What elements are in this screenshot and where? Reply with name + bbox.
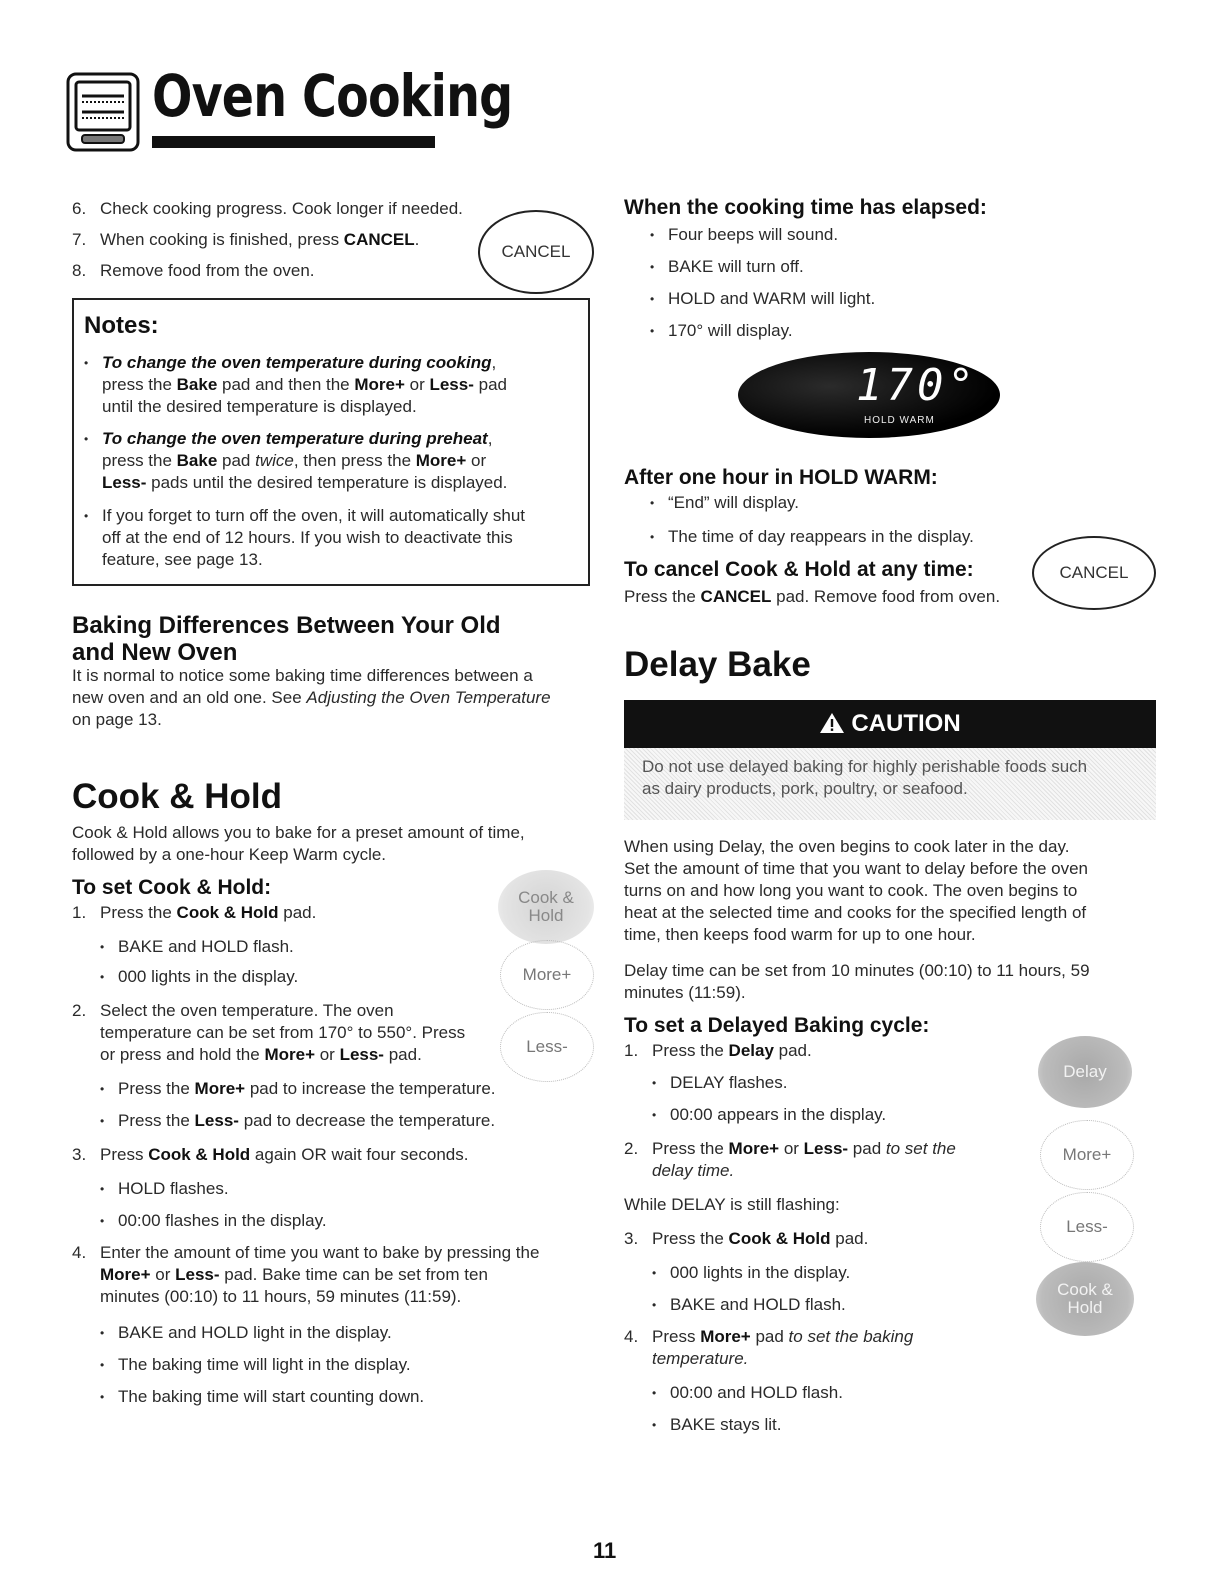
oven-icon xyxy=(66,72,140,152)
delay-bullet: • DELAY flashes. xyxy=(670,1072,788,1094)
delay-pad[interactable]: Delay xyxy=(1038,1036,1132,1108)
caution-text: Do not use delayed baking for highly perishable foods such as dairy products, pork, poultry, or seafood. xyxy=(642,757,1088,798)
title-underline xyxy=(152,136,435,148)
notes-title: Notes: xyxy=(84,312,159,339)
cook-hold-bullet: • BAKE and HOLD flash. xyxy=(118,936,294,958)
delayed-cycle-heading: To set a Delayed Baking cycle: xyxy=(624,1014,930,1037)
page-number: 11 xyxy=(593,1538,617,1563)
cook-hold-bullet: • Press the Less- pad to decrease the temperature. xyxy=(118,1110,495,1132)
cancel-any-heading: To cancel Cook & Hold at any time: xyxy=(624,558,974,581)
cook-hold-heading: Cook & Hold xyxy=(72,777,282,816)
note-item: • If you forget to turn off the oven, it will automatically shut off at the end of 12 hours. If you wish to deactivate this feature, see page 13. xyxy=(102,505,582,571)
elapsed-bullet: • HOLD and WARM will light. xyxy=(668,288,875,310)
note-item: • To change the oven temperature during cooking, press the Bake pad and then the More+ or Less- pad until the desired temperature is displayed. xyxy=(102,352,582,418)
elapsed-bullet: • Four beeps will sound. xyxy=(668,224,838,246)
after-hour-bullet: • “End” will display. xyxy=(668,492,799,514)
caution-banner xyxy=(624,700,1156,748)
more-pad[interactable]: More+ xyxy=(1040,1120,1134,1190)
cook-hold-bullet: • The baking time will light in the display. xyxy=(118,1354,411,1376)
baking-differences-text: It is normal to notice some baking time differences between a new oven and an old one. See Adjusting the Oven Temperature on page 13. xyxy=(72,666,551,729)
less-pad[interactable]: Less- xyxy=(500,1012,594,1082)
cook-hold-pad[interactable]: Cook & Hold xyxy=(1036,1262,1134,1336)
delay-bullet: • 00:00 and HOLD flash. xyxy=(670,1382,843,1404)
baking-differences-heading: Baking Differences Between Your Old and New Oven xyxy=(72,612,501,666)
after-hour-bullet: • The time of day reappears in the display. xyxy=(668,526,974,548)
display-digits: 170° xyxy=(856,360,978,411)
delay-intro: When using Delay, the oven begins to cook later in the day. Set the amount of time that you want to delay before the oven turns on and how long you want to cook. The oven begins to heat at the selected time and cooks for the specified length of time, then keeps food warm for up to one hour. xyxy=(624,837,1089,944)
delay-bullet: • 00:00 appears in the display. xyxy=(670,1104,886,1126)
cancel-pad[interactable]: CANCEL xyxy=(1032,536,1156,610)
elapsed-heading: When the cooking time has elapsed: xyxy=(624,196,987,219)
caution-label: CAUTION xyxy=(624,710,1156,738)
after-hour-heading: After one hour in HOLD WARM: xyxy=(624,466,938,489)
cook-hold-bullet: • 00:00 flashes in the display. xyxy=(118,1210,327,1232)
cook-hold-bullet: • The baking time will start counting down. xyxy=(118,1386,424,1408)
cook-hold-bullet: • HOLD flashes. xyxy=(118,1178,229,1200)
cancel-any-text: Press the CANCEL pad. Remove food from oven. xyxy=(624,587,1001,606)
notes-box xyxy=(72,298,590,586)
set-cook-hold-heading: To set Cook & Hold: xyxy=(72,876,272,899)
delay-bake-heading: Delay Bake xyxy=(624,645,811,684)
page-title: Oven Cooking xyxy=(152,62,513,130)
cook-hold-pad[interactable]: Cook & Hold xyxy=(498,870,594,944)
cook-hold-bullet: • 000 lights in the display. xyxy=(118,966,298,988)
display-label: HOLD WARM xyxy=(864,415,935,426)
delay-while-text: While DELAY is still flashing: xyxy=(624,1195,840,1214)
delay-bullet: • BAKE stays lit. xyxy=(670,1414,781,1436)
cook-hold-intro: Cook & Hold allows you to bake for a preset amount of time, followed by a one-hour Keep Warm cycle. xyxy=(72,823,525,864)
warning-icon xyxy=(819,712,845,734)
cook-hold-bullet: • BAKE and HOLD light in the display. xyxy=(118,1322,392,1344)
cook-hold-bullet: • Press the More+ pad to increase the temperature. xyxy=(118,1078,496,1100)
delay-bullet: • 000 lights in the display. xyxy=(670,1262,850,1284)
elapsed-bullet: • BAKE will turn off. xyxy=(668,256,804,278)
elapsed-bullet: • 170° will display. xyxy=(668,320,793,342)
caution-body xyxy=(624,748,1156,820)
note-item: • To change the oven temperature during preheat, press the Bake pad twice, then press the More+ or Less- pads until the desired temperature is displayed. xyxy=(102,428,582,494)
more-pad[interactable]: More+ xyxy=(500,940,594,1010)
cancel-pad[interactable]: CANCEL xyxy=(478,210,594,294)
less-pad[interactable]: Less- xyxy=(1040,1192,1134,1262)
delay-bullet: • BAKE and HOLD flash. xyxy=(670,1294,846,1316)
delay-range: Delay time can be set from 10 minutes (00:10) to 11 hours, 59 minutes (11:59). xyxy=(624,961,1090,1002)
